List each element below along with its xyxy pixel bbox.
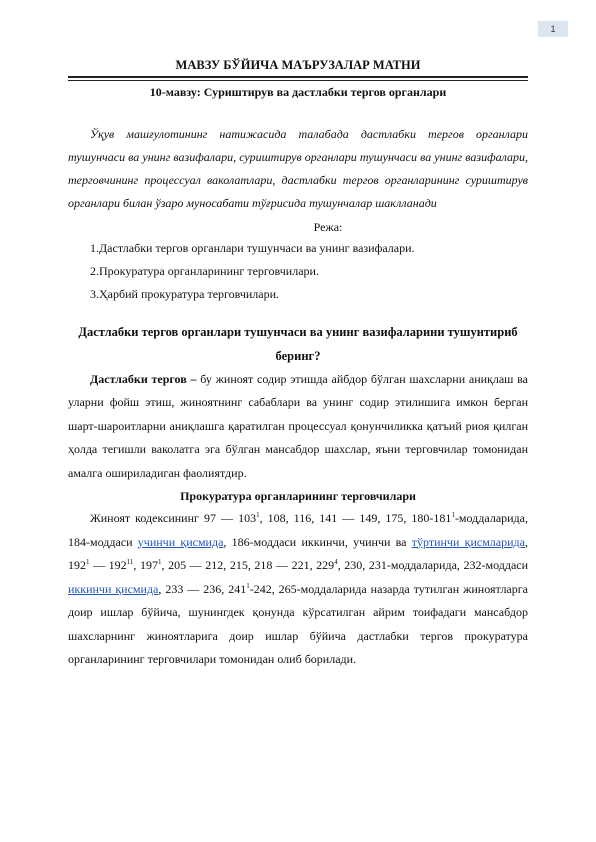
text-run: , 205 — 212, 215, 218 — 221, 229 <box>161 558 335 572</box>
learning-outcome-paragraph: Ўқув машғулотининг натижасида талабада дастлабки тергов органлари тушунчаси ва унинг вазифалари, суриштирув органлари тушунчаси ва унинг вазифалари, терговчининг процессуал ваколатлари, дастлабки тергов органларининг суриштирув органлари билан ўзаро муносабати тўғрисида тушунчалар шаклланади <box>68 126 528 210</box>
page-number: 1 <box>538 21 568 37</box>
definition-term: Дастлабки тергов – <box>90 371 197 386</box>
superscript: 4 <box>334 558 338 566</box>
section-question-heading: Дастлабки тергов органлари тушунчаси ва унинг вазифаларини тушунтириб беринг? <box>78 324 518 363</box>
text-run: , 192 <box>68 534 528 572</box>
link-second-part[interactable]: иккинчи қисмида <box>68 581 159 596</box>
document-title: МАВЗУ БЎЙИЧА МАЪРУЗАЛАР МАТНИ <box>175 58 421 72</box>
plan-item-3: 3.Ҳарбий прокуратура терговчилари. <box>90 286 280 301</box>
definition-text: бу жиноят содир этишда айбдор бўлган шахсларни аниқлаш ва уларни фойш этиш, жиноятнинг сабаблари ва унинг содир этилишига имкон берган шарт-шароитларни аниқлашга қаратилган процессуал қонунчиликка қатъий риоя қилган ҳолда тегишли ваколатга эга бўлган мансабдор шахслар, яъни терговчилар томонидан амалга ошириладиган фаолиятдир. <box>68 371 528 480</box>
superscript: 1 <box>451 511 455 519</box>
text-run: , 186-моддаси иккинчи, учинчи ва <box>223 534 412 549</box>
text-run: -242, 265-моддаларида назарда тутилган жиноятларга доир ишлар бўйича, шунингдек қонунда кўрсатилган айрим тоифадаги мансабдор шахсларнинг жиноятларига доир ишлар бўйича дастлабки тергов прокуратура органларининг терговчилари томонидан олиб борилади. <box>68 581 529 666</box>
document-body <box>68 56 528 672</box>
text-run: , 197 <box>133 558 159 572</box>
plan-item-2: 2.Прокуратура органларининг терговчилари. <box>90 263 319 278</box>
text-run: — 192 <box>89 558 127 572</box>
plan-label: Режа: <box>313 219 343 234</box>
definition-paragraph <box>68 368 528 486</box>
section-heading-prosecutor-investigators: Прокуратура органларининг терговчилари <box>180 489 416 503</box>
topic-title: 10-мавзу: Суриштирув ва дастлабки тергов органлари <box>149 84 447 99</box>
title-rule-thick <box>68 76 528 78</box>
superscript: 1 <box>158 558 162 566</box>
superscript: 1 <box>86 558 90 566</box>
text-run: -моддаларида, 184-моддаси <box>68 511 528 549</box>
superscript: 1 <box>256 511 260 519</box>
text-run: , 108, 116, 141 — 149, 175, 180-181 <box>259 511 452 525</box>
superscript: 1 <box>246 581 250 590</box>
text-run: Жиноят кодексининг 97 — 103 <box>90 511 257 525</box>
link-third-part[interactable]: учинчи қисмида <box>137 534 224 549</box>
prosecutor-jurisdiction-paragraph <box>68 507 528 672</box>
superscript: 11 <box>126 558 134 566</box>
text-run: , 233 — 236, 241 <box>158 581 247 596</box>
plan-item-1: 1.Дастлабки тергов органлари тушунчаси ва унинг вазифалари. <box>90 240 415 255</box>
link-fourth-parts[interactable]: тўртинчи қисмларида <box>411 534 525 549</box>
text-run: , 230, 231-моддаларида, 232-моддаси <box>337 558 529 572</box>
